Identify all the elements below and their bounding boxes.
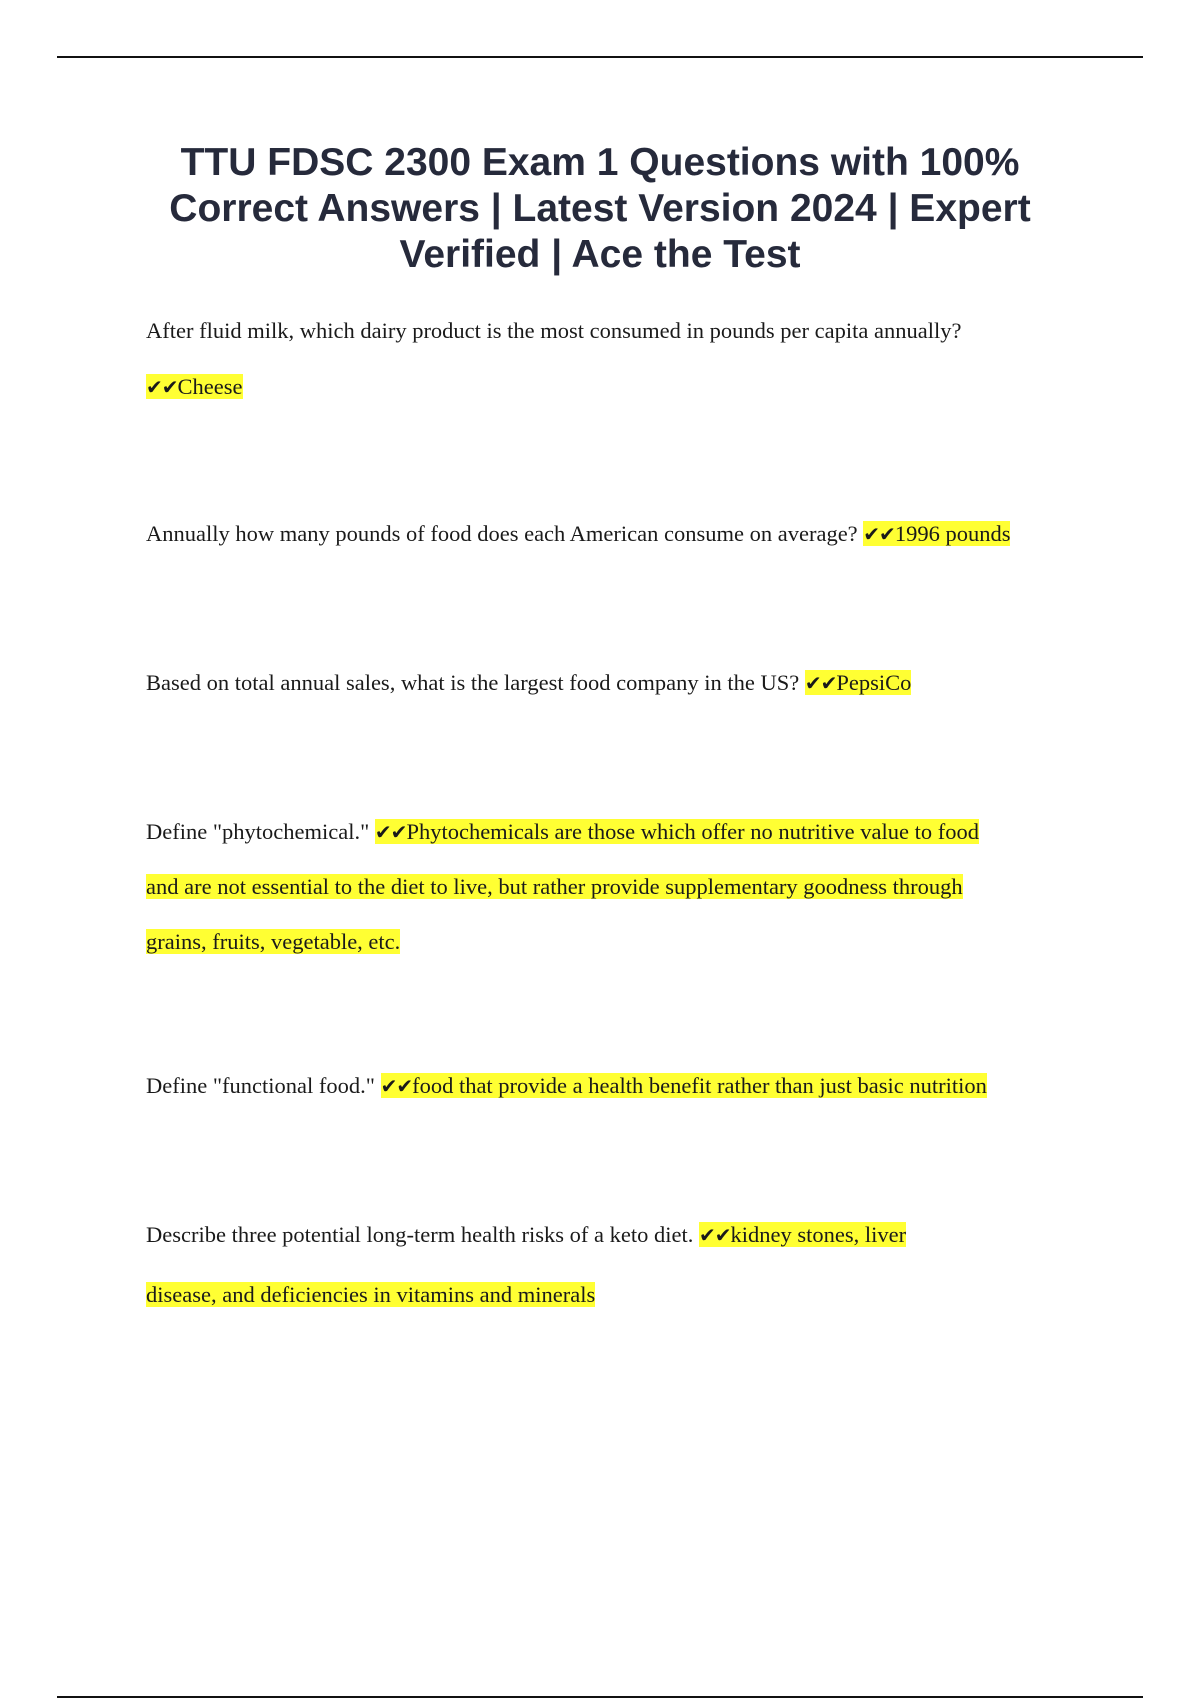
double-check-icon: ✔✔ [698,1223,731,1247]
qa-item-1 [146,316,1096,402]
double-check-icon: ✔✔ [374,820,407,844]
answer-text: kidney stones, liver [730,1222,907,1247]
document-title: TTU FDSC 2300 Exam 1 Questions with 100% Correct Answers | Latest Version 2024 | Expert Verified | Ace the Test [169,141,1031,276]
answer-highlight [375,819,979,844]
question-text: After fluid milk, which dairy product is the most consumed in pounds per capita annually? [146,318,962,343]
qa-item-5 [146,1071,1096,1101]
qa-item-6 [146,1220,1096,1310]
answer-text: 1996 pounds [894,521,1011,546]
question-text: Describe three potential long-term health risks of a keto diet. [146,1222,694,1247]
answer-text: disease, and deficiencies in vitamins and minerals [146,1282,596,1307]
answer-text: Cheese [177,374,243,399]
answer-text: grains, fruits, vegetable, etc. [146,929,401,954]
qa-item-4 [146,817,1096,957]
answer-text: food that provide a health benefit rather than just basic nutrition [412,1073,987,1098]
qa-item-2 [146,519,1096,549]
question-text: Define "functional food." [146,1073,375,1098]
answer-highlight [381,1073,987,1098]
double-check-icon: ✔✔ [804,671,837,695]
answer-highlight [863,521,1010,546]
qa-item-3 [146,668,1096,698]
answer-highlight [699,1222,906,1247]
question-text: Annually how many pounds of food does each American consume on average? [146,521,858,546]
question-text: Define "phytochemical." [146,819,370,844]
question-text: Based on total annual sales, what is the largest food company in the US? [146,670,800,695]
answer-text: PepsiCo [836,670,912,695]
double-check-icon: ✔✔ [863,522,895,546]
answer-highlight [805,670,912,695]
answer-text: Phytochemicals are those which offer no nutritive value to food [406,819,979,844]
double-check-icon: ✔✔ [380,1074,413,1098]
footer-rule [57,1696,1143,1698]
double-check-icon: ✔✔ [146,375,178,399]
answer-highlight [146,374,243,399]
answer-text: and are not essential to the diet to live, but rather provide supplementary goodness through [146,874,963,899]
header-rule [57,56,1143,58]
